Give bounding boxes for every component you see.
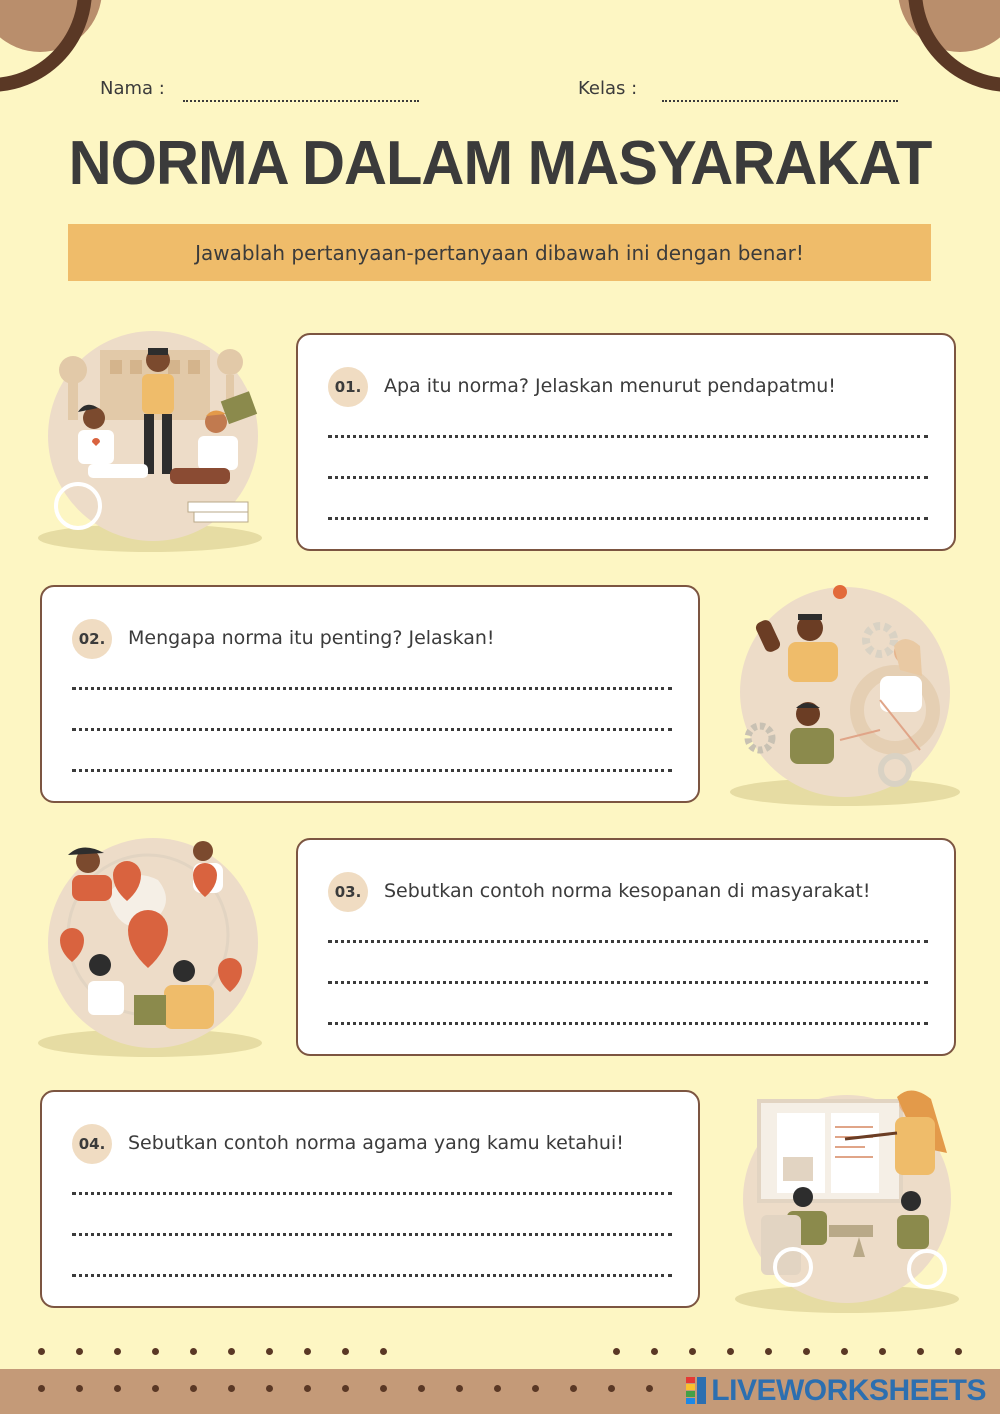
decorative-dot: [613, 1348, 620, 1355]
teamwork-illustration: [730, 580, 965, 810]
corner-decoration-right: [890, 0, 1000, 100]
name-field[interactable]: [183, 100, 419, 102]
answer-line[interactable]: [72, 1274, 672, 1277]
decorative-dot: [342, 1348, 349, 1355]
decorative-dot: [841, 1348, 848, 1355]
decorative-dot: [114, 1385, 121, 1392]
decorative-dot: [570, 1385, 577, 1392]
dot-row-top: [38, 1348, 968, 1356]
answer-line[interactable]: [72, 1192, 672, 1195]
decorative-dot: [76, 1348, 83, 1355]
helping-hearts-illustration: [38, 835, 268, 1060]
decorative-dot: [727, 1348, 734, 1355]
answer-line[interactable]: [72, 1233, 672, 1236]
decorative-dot: [532, 1385, 539, 1392]
answer-line[interactable]: [328, 981, 928, 984]
instruction-banner: [68, 224, 931, 281]
answer-line[interactable]: [328, 476, 928, 479]
decorative-dot: [228, 1348, 235, 1355]
corner-decoration-left: [0, 0, 110, 100]
class-label: Kelas :: [578, 78, 638, 99]
liveworksheets-mark-icon: [685, 1376, 707, 1406]
question-text: Sebutkan contoh norma agama yang kamu ketahui!: [128, 1132, 624, 1154]
decorative-dot: [266, 1385, 273, 1392]
decorative-dot: [228, 1385, 235, 1392]
decorative-dot: [38, 1348, 45, 1355]
decorative-dot: [608, 1385, 615, 1392]
decorative-dot: [190, 1348, 197, 1355]
decorative-dot: [380, 1348, 387, 1355]
decorative-dot: [803, 1348, 810, 1355]
decorative-dot: [765, 1348, 772, 1355]
question-number: 02.: [72, 619, 112, 659]
decorative-dot: [917, 1348, 924, 1355]
decorative-dot: [651, 1348, 658, 1355]
decorative-dot: [955, 1348, 962, 1355]
decorative-dot: [342, 1385, 349, 1392]
decorative-dot: [456, 1385, 463, 1392]
question-card-4: [40, 1090, 700, 1308]
question-number: 04.: [72, 1124, 112, 1164]
decorative-dot: [190, 1385, 197, 1392]
question-card-3: [296, 838, 956, 1056]
answer-line[interactable]: [72, 769, 672, 772]
decorative-dot: [304, 1385, 311, 1392]
decorative-dot: [38, 1385, 45, 1392]
answer-line[interactable]: [328, 940, 928, 943]
decorative-dot: [304, 1348, 311, 1355]
students-illustration: [38, 330, 268, 555]
decorative-dot: [114, 1348, 121, 1355]
answer-line[interactable]: [328, 517, 928, 520]
decorative-dot: [380, 1385, 387, 1392]
answer-line[interactable]: [72, 687, 672, 690]
liveworksheets-logo[interactable]: [685, 1374, 986, 1408]
question-number: 03.: [328, 872, 368, 912]
decorative-dot: [494, 1385, 501, 1392]
decorative-dot: [152, 1348, 159, 1355]
answer-line[interactable]: [328, 435, 928, 438]
instruction-text: Jawablah pertanyaan-pertanyaan dibawah ini dengan benar!: [195, 240, 804, 265]
question-card-2: [40, 585, 700, 803]
question-card-1: [296, 333, 956, 551]
dot-row-bottom: [38, 1385, 698, 1393]
decorative-dot: [646, 1385, 653, 1392]
brand-text: LIVEWORKSHEETS: [711, 1374, 986, 1407]
class-field[interactable]: [662, 100, 898, 102]
classroom-illustration: [735, 1087, 965, 1315]
name-label: Nama :: [100, 78, 165, 99]
question-text: Apa itu norma? Jelaskan menurut pendapatmu!: [384, 375, 836, 397]
question-number: 01.: [328, 367, 368, 407]
answer-line[interactable]: [328, 1022, 928, 1025]
answer-line[interactable]: [72, 728, 672, 731]
decorative-dot: [689, 1348, 696, 1355]
decorative-dot: [152, 1385, 159, 1392]
page-title: NORMA DALAM MASYARAKAT: [68, 129, 932, 198]
question-text: Mengapa norma itu penting? Jelaskan!: [128, 627, 495, 649]
decorative-dot: [266, 1348, 273, 1355]
decorative-dot: [76, 1385, 83, 1392]
decorative-dot: [418, 1385, 425, 1392]
question-text: Sebutkan contoh norma kesopanan di masyarakat!: [384, 880, 871, 902]
decorative-dot: [879, 1348, 886, 1355]
